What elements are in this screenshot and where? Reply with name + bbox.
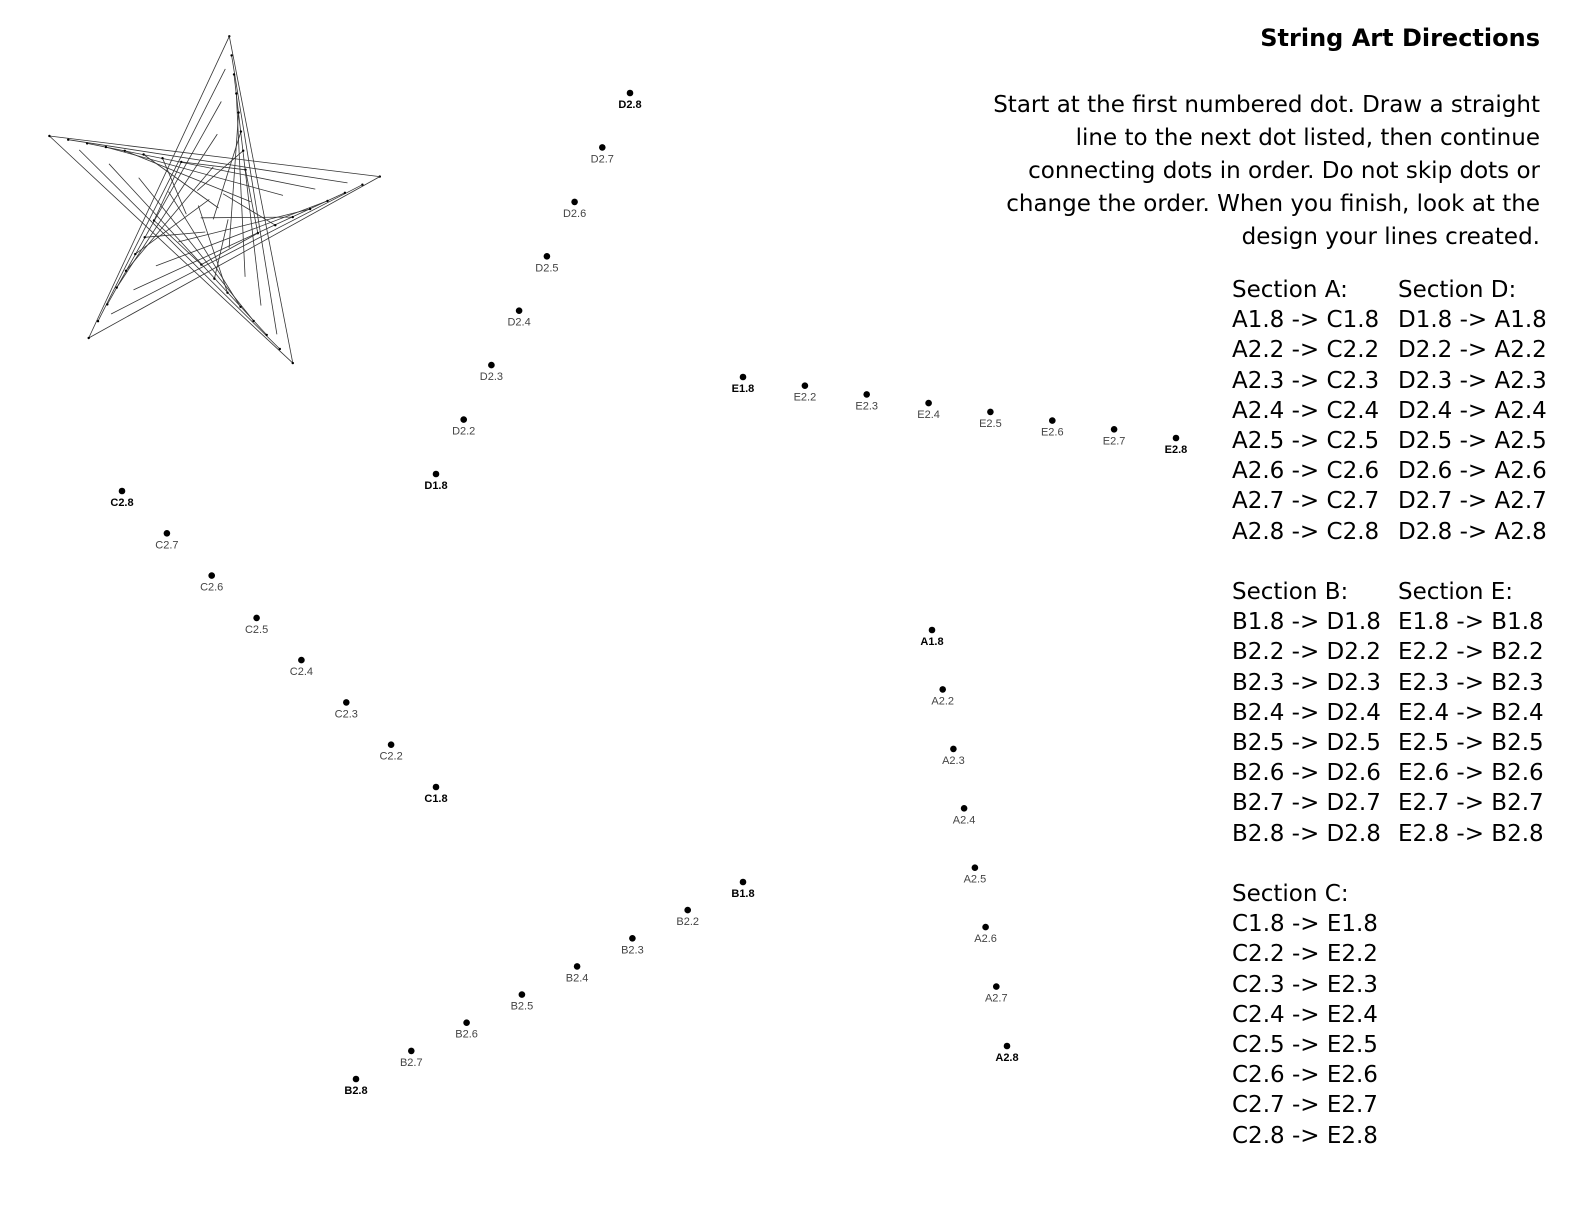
section-a bbox=[1232, 275, 1379, 547]
section-heading: Section C: bbox=[1232, 881, 1349, 907]
step-line: B2.2 -> D2.2 bbox=[1232, 639, 1381, 666]
step-line: A1.8 -> C1.8 bbox=[1232, 307, 1380, 334]
dot-d2-6 bbox=[563, 199, 586, 220]
dot-label: A2.3 bbox=[942, 754, 965, 767]
step-line: E1.8 -> B1.8 bbox=[1398, 609, 1544, 636]
dot-d2-7 bbox=[591, 144, 614, 165]
dot-e2-4 bbox=[917, 400, 940, 421]
dot-label: E1.8 bbox=[731, 383, 755, 395]
dot-marker bbox=[519, 991, 526, 998]
dot-marker bbox=[433, 471, 440, 478]
step-line: A2.5 -> C2.5 bbox=[1232, 428, 1380, 455]
dot-marker bbox=[629, 935, 636, 942]
step-line: D2.7 -> A2.7 bbox=[1398, 488, 1547, 515]
dot-label: A2.7 bbox=[984, 992, 1008, 1005]
dot-marker bbox=[463, 1019, 470, 1026]
dot-marker bbox=[961, 805, 968, 812]
dot-label: B2.3 bbox=[621, 944, 644, 957]
dot-d2-4 bbox=[507, 307, 530, 328]
dot-marker bbox=[1173, 435, 1180, 442]
dot-label: C2.4 bbox=[289, 666, 314, 679]
dot-a1-8 bbox=[920, 627, 943, 648]
step-line: B1.8 -> D1.8 bbox=[1232, 609, 1381, 636]
dot-label: C2.8 bbox=[110, 497, 134, 509]
section-b bbox=[1232, 577, 1381, 849]
dot-marker bbox=[164, 530, 171, 537]
step-line: C2.5 -> E2.5 bbox=[1232, 1032, 1378, 1059]
dot-marker bbox=[982, 924, 989, 931]
step-line: D2.5 -> A2.5 bbox=[1398, 428, 1547, 455]
section-heading: Section A: bbox=[1232, 277, 1348, 303]
dot-label: E2.6 bbox=[1040, 426, 1064, 439]
dot-marker bbox=[516, 307, 523, 314]
dot-label: B1.8 bbox=[731, 888, 755, 900]
dot-c2-8 bbox=[110, 488, 133, 509]
dot-label: D2.8 bbox=[618, 99, 642, 111]
dot-d1-8 bbox=[424, 471, 447, 492]
dot-a2-5 bbox=[964, 864, 987, 885]
dot-a2-3 bbox=[942, 746, 965, 767]
step-line: C2.8 -> E2.8 bbox=[1232, 1122, 1378, 1149]
dot-marker bbox=[253, 615, 260, 622]
step-line: E2.6 -> B2.6 bbox=[1398, 760, 1544, 787]
section-c bbox=[1232, 879, 1378, 1151]
dot-label: E2.2 bbox=[793, 391, 817, 404]
step-line: D2.3 -> A2.3 bbox=[1398, 367, 1547, 394]
dot-marker bbox=[684, 907, 691, 914]
dot-label: E2.7 bbox=[1102, 435, 1126, 448]
dot-b2-6 bbox=[455, 1019, 478, 1040]
dot-e1-8 bbox=[732, 374, 755, 395]
step-line: A2.2 -> C2.2 bbox=[1232, 337, 1380, 364]
step-line: C1.8 -> E1.8 bbox=[1232, 911, 1378, 938]
dot-d2-5 bbox=[535, 253, 558, 274]
dot-e2-7 bbox=[1103, 426, 1126, 447]
dot-marker bbox=[740, 879, 747, 886]
step-line: A2.7 -> C2.7 bbox=[1232, 488, 1380, 515]
dot-c2-2 bbox=[379, 741, 402, 762]
dot-label: C2.6 bbox=[200, 581, 224, 594]
dot-label: D2.6 bbox=[562, 207, 587, 220]
dot-label: E2.3 bbox=[855, 400, 879, 413]
dot-marker bbox=[939, 686, 946, 693]
dot-e2-8 bbox=[1165, 435, 1188, 456]
dot-c2-5 bbox=[245, 615, 268, 636]
section-heading: Section D: bbox=[1398, 277, 1517, 303]
step-line: C2.3 -> E2.3 bbox=[1232, 971, 1378, 998]
dot-marker bbox=[298, 657, 305, 664]
dot-marker bbox=[627, 90, 634, 97]
dot-label: C2.2 bbox=[379, 750, 403, 763]
dot-e2-2 bbox=[794, 382, 817, 403]
dot-e2-3 bbox=[855, 391, 878, 412]
dot-marker bbox=[1111, 426, 1118, 433]
dot-marker bbox=[929, 627, 936, 634]
dot-c1-8 bbox=[424, 784, 447, 805]
dot-c2-4 bbox=[290, 657, 313, 678]
dot-label: A2.8 bbox=[995, 1052, 1019, 1064]
dot-label: A2.4 bbox=[952, 814, 976, 827]
dot-marker bbox=[740, 374, 747, 381]
dot-label: D2.4 bbox=[507, 316, 531, 329]
dot-label: B2.7 bbox=[399, 1056, 423, 1069]
section-e bbox=[1398, 577, 1544, 849]
dot-label: B2.8 bbox=[344, 1085, 368, 1097]
dot-label: E2.5 bbox=[979, 417, 1002, 430]
dot-marker bbox=[433, 784, 440, 791]
dot-marker bbox=[353, 1076, 360, 1083]
dot-label: C2.7 bbox=[155, 539, 179, 552]
step-line: B2.7 -> D2.7 bbox=[1232, 790, 1381, 817]
dot-label: D2.5 bbox=[535, 262, 559, 275]
step-line: E2.7 -> B2.7 bbox=[1398, 790, 1544, 817]
dot-a2-7 bbox=[985, 983, 1008, 1004]
step-line: A2.3 -> C2.3 bbox=[1232, 367, 1380, 394]
step-line: C2.7 -> E2.7 bbox=[1232, 1092, 1378, 1119]
dot-label: C2.3 bbox=[334, 708, 358, 721]
dot-marker bbox=[460, 416, 467, 423]
step-line: E2.4 -> B2.4 bbox=[1398, 699, 1544, 726]
dot-marker bbox=[599, 144, 606, 151]
dot-marker bbox=[993, 983, 1000, 990]
step-line: C2.2 -> E2.2 bbox=[1232, 941, 1378, 968]
dot-e2-6 bbox=[1041, 417, 1064, 438]
dot-e2-5 bbox=[979, 409, 1002, 430]
dot-b2-2 bbox=[676, 907, 699, 928]
section-heading: Section B: bbox=[1232, 579, 1349, 605]
step-line: A2.6 -> C2.6 bbox=[1232, 458, 1380, 485]
dot-marker bbox=[1049, 417, 1056, 424]
dot-d2-8 bbox=[618, 90, 641, 111]
dot-label: E2.4 bbox=[917, 409, 940, 422]
section-heading: Section E: bbox=[1398, 579, 1514, 605]
page-title: String Art Directions bbox=[1260, 24, 1540, 52]
dot-marker bbox=[987, 409, 994, 416]
step-line: E2.2 -> B2.2 bbox=[1398, 639, 1544, 666]
step-line: B2.3 -> D2.3 bbox=[1232, 669, 1381, 696]
step-line: E2.5 -> B2.5 bbox=[1398, 730, 1544, 757]
section-d bbox=[1398, 275, 1547, 547]
step-line: D2.4 -> A2.4 bbox=[1398, 397, 1547, 424]
dot-label: B2.5 bbox=[510, 1000, 534, 1013]
dot-label: D2.2 bbox=[452, 425, 476, 438]
dot-marker bbox=[544, 253, 551, 260]
dot-label: A2.6 bbox=[974, 933, 997, 946]
step-line: E2.8 -> B2.8 bbox=[1398, 820, 1544, 847]
step-line: D1.8 -> A1.8 bbox=[1398, 307, 1547, 334]
dot-marker bbox=[488, 362, 495, 369]
dot-d2-3 bbox=[480, 362, 503, 383]
dot-b2-7 bbox=[400, 1048, 423, 1069]
dot-marker bbox=[925, 400, 932, 407]
dot-marker bbox=[1004, 1043, 1011, 1050]
dot-marker bbox=[571, 199, 578, 206]
step-line: D2.6 -> A2.6 bbox=[1398, 458, 1547, 485]
dot-label: A2.2 bbox=[931, 695, 955, 708]
dot-label: A1.8 bbox=[920, 636, 944, 648]
dot-label: C2.5 bbox=[244, 623, 269, 636]
dot-b2-4 bbox=[566, 963, 589, 984]
step-line: B2.5 -> D2.5 bbox=[1232, 730, 1381, 757]
dot-marker bbox=[802, 382, 809, 389]
dot-c2-3 bbox=[335, 699, 358, 720]
dot-label: E2.8 bbox=[1164, 444, 1188, 456]
dot-b2-3 bbox=[621, 935, 644, 956]
step-line: B2.6 -> D2.6 bbox=[1232, 760, 1381, 787]
dot-a2-2 bbox=[931, 686, 954, 707]
dot-marker bbox=[863, 391, 870, 398]
dot-marker bbox=[950, 746, 957, 753]
dot-marker bbox=[119, 488, 126, 495]
dot-c2-7 bbox=[155, 530, 178, 551]
dot-label: B2.2 bbox=[676, 916, 700, 929]
dot-label: C1.8 bbox=[424, 793, 448, 805]
instructions-paragraph: Start at the first numbered dot. Draw a straight line to the next dot listed, then continue connecting dots in order. Do not skip dots or change the order. When you finish, look at the design your lines created. bbox=[993, 92, 1540, 250]
dot-b2-8 bbox=[344, 1076, 367, 1097]
dot-b1-8 bbox=[731, 879, 754, 900]
dot-a2-8 bbox=[995, 1043, 1018, 1064]
step-line: A2.8 -> C2.8 bbox=[1232, 518, 1380, 545]
dot-label: B2.4 bbox=[565, 972, 589, 985]
dot-label: D1.8 bbox=[424, 480, 448, 492]
dot-label: A2.5 bbox=[963, 873, 987, 886]
step-line: A2.4 -> C2.4 bbox=[1232, 397, 1380, 424]
dot-marker bbox=[388, 741, 395, 748]
dot-b2-5 bbox=[511, 991, 534, 1012]
dot-marker bbox=[574, 963, 581, 970]
dot-d2-2 bbox=[452, 416, 475, 437]
step-line: D2.2 -> A2.2 bbox=[1398, 337, 1547, 364]
dot-marker bbox=[208, 572, 215, 579]
step-line: D2.8 -> A2.8 bbox=[1398, 518, 1547, 545]
dot-marker bbox=[343, 699, 350, 706]
dot-marker bbox=[972, 864, 979, 871]
dot-label: D2.7 bbox=[590, 153, 614, 166]
step-line: C2.6 -> E2.6 bbox=[1232, 1062, 1378, 1089]
dot-label: B2.6 bbox=[455, 1028, 478, 1041]
step-line: C2.4 -> E2.4 bbox=[1232, 1001, 1378, 1028]
dot-c2-6 bbox=[200, 572, 223, 593]
dot-marker bbox=[408, 1048, 415, 1055]
dot-label: D2.3 bbox=[479, 371, 504, 384]
step-line: B2.8 -> D2.8 bbox=[1232, 820, 1381, 847]
dot-a2-6 bbox=[974, 924, 997, 945]
step-line: B2.4 -> D2.4 bbox=[1232, 699, 1381, 726]
dot-a2-4 bbox=[953, 805, 976, 826]
step-line: E2.3 -> B2.3 bbox=[1398, 669, 1544, 696]
